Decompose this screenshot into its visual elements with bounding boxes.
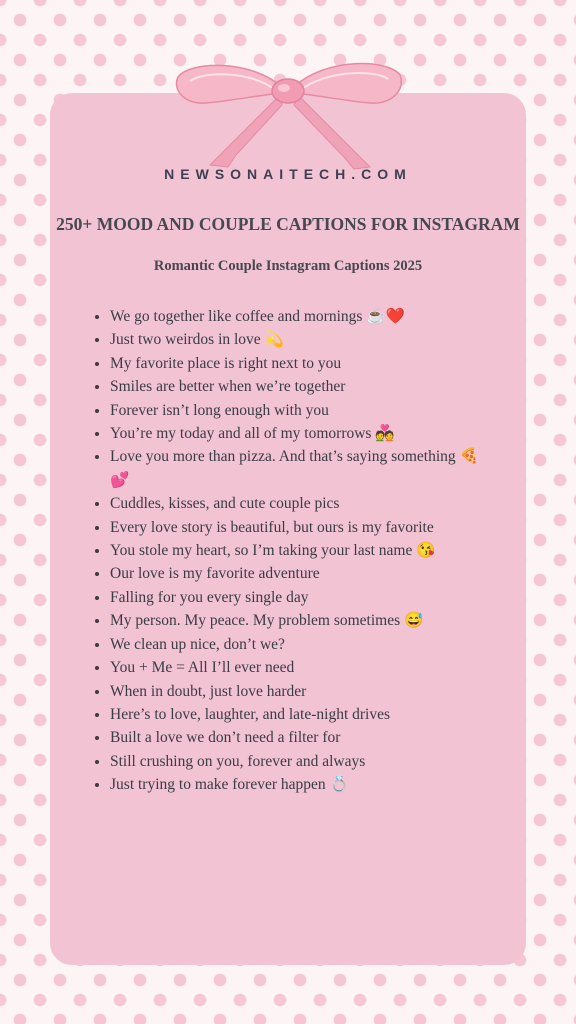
list-item: • Every love story is beautiful, but ours is my favorite [110,516,480,539]
list-item: • Built a love we don’t need a filter for [110,726,480,749]
list-item: • We go together like coffee and mornings ☕❤️ [110,305,480,328]
page-title: 250+ MOOD AND COUPLE CAPTIONS FOR INSTAGRAM [56,214,520,234]
list-item: • Smiles are better when we’re together [110,375,480,398]
list-item: • Just trying to make forever happen 💍 [110,773,480,796]
list-item: • We clean up nice, don’t we? [110,633,480,656]
ribbon-bow-icon [170,55,406,175]
list-item: • You stole my heart, so I’m taking your last name 😘 [110,539,480,562]
list-item: • You + Me = All I’ll ever need [110,656,480,679]
list-item: • Here’s to love, laughter, and late-night drives [110,703,480,726]
list-item: • Cuddles, kisses, and cute couple pics [110,492,480,515]
list-item: • Falling for you every single day [110,586,480,609]
list-item: • Forever isn’t long enough with you [110,399,480,422]
list-item: • Love you more than pizza. And that’s saying something 🍕💕 [110,445,480,492]
brand-wordmark: NEWSONAITECH.COM [164,166,412,182]
list-item: • My person. My peace. My problem sometimes 😅 [110,609,480,632]
page-subtitle: Romantic Couple Instagram Captions 2025 [153,258,423,274]
list-item: • Our love is my favorite adventure [110,562,480,585]
caption-list [90,305,480,797]
list-item: • You’re my today and all of my tomorrows 💑 [110,422,480,445]
list-item: • Just two weirdos in love 💫 [110,328,480,351]
list-item: • Still crushing on you, forever and always [110,750,480,773]
list-item: • When in doubt, just love harder [110,680,480,703]
list-item: • My favorite place is right next to you [110,352,480,375]
